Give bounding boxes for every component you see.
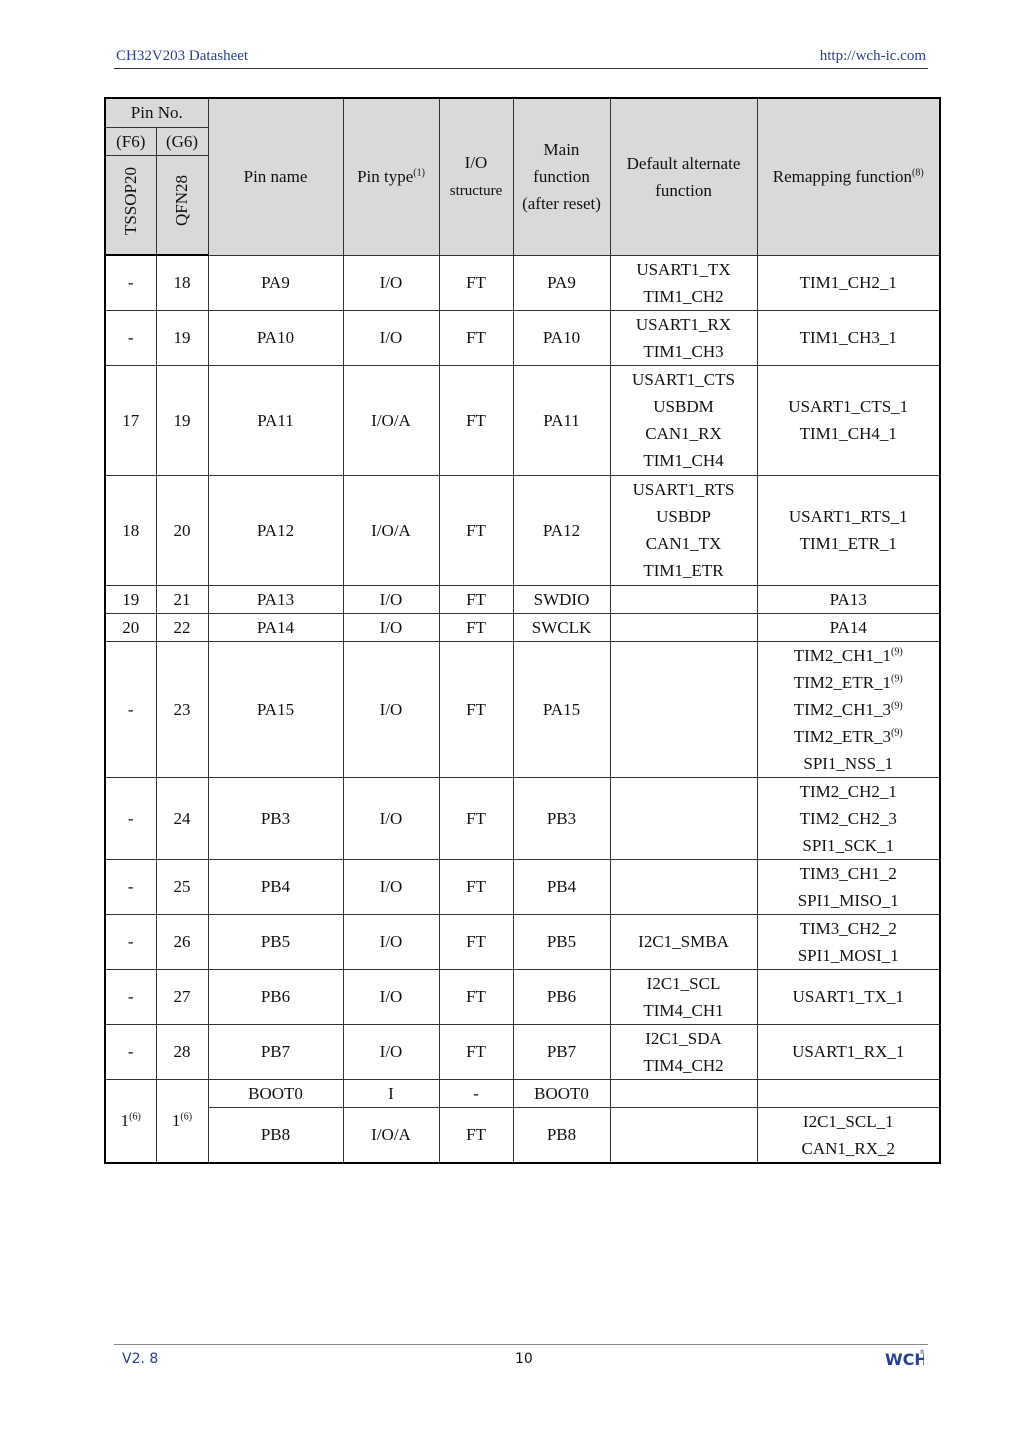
pin-type-note: (1) bbox=[413, 167, 425, 179]
pin-name-cell: PA12 bbox=[208, 475, 343, 585]
main-function-cell: PB3 bbox=[513, 777, 610, 859]
main-function-cell: SWDIO bbox=[513, 585, 610, 613]
remap-function-item: TIM2_CH1_3$^{(9)}$ bbox=[793, 699, 903, 719]
main-function-cell: PB6 bbox=[513, 969, 610, 1024]
main-function-cell: PA10 bbox=[513, 310, 610, 365]
main-function-header: Main function (after reset) bbox=[513, 98, 610, 255]
tssop20-pin-cell: - bbox=[105, 310, 156, 365]
remap-function-item: SPI1_MISO_1 bbox=[797, 890, 899, 910]
remapping-function-cell bbox=[757, 310, 940, 365]
qfn28-header: QFN28 bbox=[156, 155, 208, 255]
default-alternate-cell bbox=[610, 859, 757, 914]
remap-function-item: TIM2_CH1_1$^{(9)}$ bbox=[793, 645, 903, 665]
remap-function-item: TIM2_CH2_3 bbox=[799, 808, 897, 828]
pin-type-cell: I/O bbox=[343, 255, 439, 310]
io-structure-cell: FT bbox=[439, 310, 513, 365]
qfn28-pin-cell: 27 bbox=[156, 969, 208, 1024]
remapping-function-cell bbox=[757, 255, 940, 310]
default-alternate-cell bbox=[610, 641, 757, 777]
qfn28-pin-cell: 22 bbox=[156, 613, 208, 641]
default-alternate-cell bbox=[610, 365, 757, 475]
remap-function-item: PA13 bbox=[829, 589, 867, 609]
pin-name-cell: PA9 bbox=[208, 255, 343, 310]
remapping-function-cell bbox=[757, 585, 940, 613]
pin-type-cell: I/O bbox=[343, 859, 439, 914]
tssop20-pin-cell: - bbox=[105, 777, 156, 859]
remap-function-item: TIM1_CH4_1 bbox=[799, 424, 897, 443]
io-structure-cell: FT bbox=[439, 777, 513, 859]
tssop20-pin-cell: 19 bbox=[105, 585, 156, 613]
qfn28-pin-cell: 19 bbox=[156, 365, 208, 475]
alternate-function-item: TIM1_CH4 bbox=[643, 451, 724, 470]
io-structure-cell: FT bbox=[439, 365, 513, 475]
table-body bbox=[105, 255, 940, 1163]
io-structure-cell: FT bbox=[439, 859, 513, 914]
main-function-cell: PB5 bbox=[513, 914, 610, 969]
table-row bbox=[105, 613, 940, 641]
qfn28-pin-cell: 1$^{(6)}$ bbox=[156, 1079, 208, 1163]
main-function-cell: PA15 bbox=[513, 641, 610, 777]
io-structure-cell: FT bbox=[439, 641, 513, 777]
remapping-function-header: Remapping function$^{(8)}$ bbox=[757, 98, 940, 255]
remap-function-item: SPI1_SCK_1 bbox=[802, 835, 895, 855]
table-row bbox=[105, 1107, 940, 1163]
pin-type-cell: I/O bbox=[343, 310, 439, 365]
default-alternate-cell bbox=[610, 585, 757, 613]
default-alternate-cell bbox=[610, 777, 757, 859]
package-g6-header: (G6) bbox=[156, 127, 208, 155]
tssop20-pin-cell: - bbox=[105, 969, 156, 1024]
main-function-cell: PB7 bbox=[513, 1024, 610, 1079]
remap-function-item: TIM2_CH2_1 bbox=[799, 781, 897, 801]
pin-type-cell: I/O bbox=[343, 777, 439, 859]
io-structure-cell: - bbox=[439, 1079, 513, 1107]
table-row bbox=[105, 1079, 940, 1107]
main-function-cell: PB4 bbox=[513, 859, 610, 914]
table-row bbox=[105, 969, 940, 1024]
remapping-function-cell bbox=[757, 1107, 940, 1163]
io-structure-cell: FT bbox=[439, 969, 513, 1024]
table-row bbox=[105, 777, 940, 859]
remapping-function-cell bbox=[757, 1024, 940, 1079]
remap-function-item: USART1_CTS_1 bbox=[788, 397, 909, 416]
alternate-function-item: USBDP bbox=[656, 507, 711, 526]
remapping-function-cell bbox=[757, 475, 940, 585]
io-structure-cell: FT bbox=[439, 1024, 513, 1079]
table-row bbox=[105, 365, 940, 475]
default-alternate-cell bbox=[610, 475, 757, 585]
remap-function-item: SPI1_NSS_1 bbox=[803, 753, 894, 773]
remapping-function-cell bbox=[757, 1079, 940, 1107]
default-alternate-cell bbox=[610, 613, 757, 641]
remapping-function-cell bbox=[757, 969, 940, 1024]
alternate-function-item: CAN1_TX bbox=[645, 534, 722, 553]
alternate-function-item: I2C1_SDA bbox=[645, 1028, 722, 1048]
remap-function-item: TIM2_ETR_1$^{(9)}$ bbox=[793, 672, 903, 692]
svg-text:WCH: WCH bbox=[885, 1350, 924, 1368]
pin-name-cell: PB4 bbox=[208, 859, 343, 914]
tssop20-pin-cell: - bbox=[105, 859, 156, 914]
svg-text:®: ® bbox=[919, 1349, 924, 1356]
remap-function-item: TIM2_ETR_3$^{(9)}$ bbox=[793, 726, 903, 746]
remap-function-item: SPI1_MOSI_1 bbox=[797, 945, 899, 965]
tssop20-pin-cell: - bbox=[105, 255, 156, 310]
main-function-cell: PA12 bbox=[513, 475, 610, 585]
header-divider bbox=[114, 68, 928, 69]
default-alternate-header: Default alternate function bbox=[610, 98, 757, 255]
tssop20-pin-cell: 20 bbox=[105, 613, 156, 641]
tssop20-pin-cell: 1$^{(6)}$ bbox=[105, 1079, 156, 1163]
footer-version: V2. 8 bbox=[122, 1351, 159, 1367]
remap-function-item: CAN1_RX_2 bbox=[801, 1138, 895, 1158]
remap-note: (8) bbox=[912, 167, 924, 179]
qfn28-pin-cell: 23 bbox=[156, 641, 208, 777]
alternate-function-item: USART1_TX bbox=[636, 259, 731, 279]
pin-type-cell: I bbox=[343, 1079, 439, 1107]
io-structure-cell: FT bbox=[439, 914, 513, 969]
remap-function-item: TIM1_CH2_1 bbox=[799, 273, 897, 292]
default-alternate-cell bbox=[610, 914, 757, 969]
pin-type-cell: I/O/A bbox=[343, 365, 439, 475]
alternate-function-item: CAN1_RX bbox=[645, 424, 722, 443]
tssop20-pin-cell: 18 bbox=[105, 475, 156, 585]
io-structure-cell: FT bbox=[439, 613, 513, 641]
alternate-function-item: TIM1_ETR bbox=[643, 561, 724, 580]
remapping-function-cell bbox=[757, 365, 940, 475]
alternate-function-item: I2C1_SCL bbox=[646, 973, 721, 993]
pin-no-header: Pin No. bbox=[105, 98, 208, 127]
tssop20-pin-cell: - bbox=[105, 641, 156, 777]
alternate-function-item: TIM4_CH2 bbox=[643, 1055, 724, 1075]
remap-function-item: I2C1_SCL_1 bbox=[802, 1111, 894, 1131]
io-structure-cell: FT bbox=[439, 475, 513, 585]
pin-name-cell: PA15 bbox=[208, 641, 343, 777]
alternate-function-item: USBDM bbox=[653, 397, 714, 416]
alternate-function-item: USART1_RTS bbox=[632, 480, 735, 499]
tssop20-header: TSSOP20 bbox=[105, 155, 156, 255]
package-f6-header: (F6) bbox=[105, 127, 156, 155]
pin-type-cell: I/O bbox=[343, 613, 439, 641]
io-structure-header: I/O structure bbox=[439, 98, 513, 255]
pin-name-cell: BOOT0 bbox=[208, 1079, 343, 1107]
io-structure-cell: FT bbox=[439, 1107, 513, 1163]
pin-definition-table bbox=[104, 97, 941, 1164]
remapping-function-cell bbox=[757, 914, 940, 969]
remap-function-item: TIM3_CH2_2 bbox=[799, 918, 897, 938]
page-number: 10 bbox=[515, 1351, 533, 1367]
pin-type-header: Pin type$^{(1)}$ bbox=[343, 98, 439, 255]
main-function-cell: PA11 bbox=[513, 365, 610, 475]
pin-type-cell: I/O/A bbox=[343, 1107, 439, 1163]
table-row bbox=[105, 1024, 940, 1079]
header-url: http://wch-ic.com bbox=[819, 48, 926, 64]
remap-function-item: USART1_RTS_1 bbox=[788, 507, 908, 526]
table-row bbox=[105, 585, 940, 613]
wch-logo bbox=[884, 1346, 924, 1373]
tssop20-pin-cell: - bbox=[105, 1024, 156, 1079]
io-structure-cell: FT bbox=[439, 255, 513, 310]
remap-function-item: USART1_RX_1 bbox=[792, 1042, 905, 1061]
pin-name-cell: PB8 bbox=[208, 1107, 343, 1163]
default-alternate-cell bbox=[610, 969, 757, 1024]
table-row bbox=[105, 859, 940, 914]
remap-function-item: TIM3_CH1_2 bbox=[799, 863, 897, 883]
pin-name-cell: PB7 bbox=[208, 1024, 343, 1079]
qfn28-pin-cell: 28 bbox=[156, 1024, 208, 1079]
remapping-function-cell bbox=[757, 613, 940, 641]
main-function-cell: PA9 bbox=[513, 255, 610, 310]
pin-type-cell: I/O bbox=[343, 1024, 439, 1079]
default-alternate-cell bbox=[610, 1079, 757, 1107]
remap-function-item: PA14 bbox=[829, 617, 867, 637]
alternate-function-item: TIM1_CH3 bbox=[643, 341, 724, 361]
pin-type-cell: I/O bbox=[343, 914, 439, 969]
qfn28-pin-cell: 24 bbox=[156, 777, 208, 859]
main-function-cell: PB8 bbox=[513, 1107, 610, 1163]
alternate-function-item: TIM4_CH1 bbox=[643, 1000, 724, 1020]
remap-function-item: USART1_TX_1 bbox=[792, 987, 904, 1006]
table-row bbox=[105, 255, 940, 310]
remap-function-item: TIM1_CH3_1 bbox=[799, 328, 897, 347]
header-doc-title: CH32V203 Datasheet bbox=[116, 48, 249, 64]
alternate-function-item: TIM1_CH2 bbox=[643, 286, 724, 306]
pin-name-cell: PA11 bbox=[208, 365, 343, 475]
alternate-function-item: USART1_RX bbox=[635, 314, 732, 334]
io-structure-cell: FT bbox=[439, 585, 513, 613]
qfn28-pin-cell: 21 bbox=[156, 585, 208, 613]
table-row bbox=[105, 641, 940, 777]
pin-type-cell: I/O/A bbox=[343, 475, 439, 585]
pin-name-cell: PB6 bbox=[208, 969, 343, 1024]
footer-divider bbox=[114, 1344, 928, 1345]
table-row bbox=[105, 914, 940, 969]
default-alternate-cell bbox=[610, 255, 757, 310]
remap-function-item: TIM1_ETR_1 bbox=[799, 534, 897, 553]
table-row bbox=[105, 475, 940, 585]
remapping-function-cell bbox=[757, 641, 940, 777]
pin-name-cell: PA10 bbox=[208, 310, 343, 365]
pin-name-header: Pin name bbox=[208, 98, 343, 255]
qfn28-pin-cell: 26 bbox=[156, 914, 208, 969]
qfn28-pin-cell: 25 bbox=[156, 859, 208, 914]
pin-name-cell: PA13 bbox=[208, 585, 343, 613]
pin-type-cell: I/O bbox=[343, 585, 439, 613]
pin-name-cell: PB3 bbox=[208, 777, 343, 859]
pin-name-cell: PB5 bbox=[208, 914, 343, 969]
default-alternate-cell bbox=[610, 310, 757, 365]
table-row bbox=[105, 310, 940, 365]
pin-type-cell: I/O bbox=[343, 641, 439, 777]
default-alternate-cell bbox=[610, 1024, 757, 1079]
alternate-function-item: USART1_CTS bbox=[632, 370, 735, 389]
remapping-function-cell bbox=[757, 777, 940, 859]
tssop20-pin-cell: - bbox=[105, 914, 156, 969]
table-header bbox=[105, 98, 940, 255]
pin-type-cell: I/O bbox=[343, 969, 439, 1024]
qfn28-pin-cell: 20 bbox=[156, 475, 208, 585]
alternate-function-item: I2C1_SMBA bbox=[638, 932, 729, 951]
default-alternate-cell bbox=[610, 1107, 757, 1163]
main-function-cell: BOOT0 bbox=[513, 1079, 610, 1107]
qfn28-pin-cell: 19 bbox=[156, 310, 208, 365]
tssop20-pin-cell: 17 bbox=[105, 365, 156, 475]
remapping-function-cell bbox=[757, 859, 940, 914]
qfn28-pin-cell: 18 bbox=[156, 255, 208, 310]
pin-name-cell: PA14 bbox=[208, 613, 343, 641]
main-function-cell: SWCLK bbox=[513, 613, 610, 641]
